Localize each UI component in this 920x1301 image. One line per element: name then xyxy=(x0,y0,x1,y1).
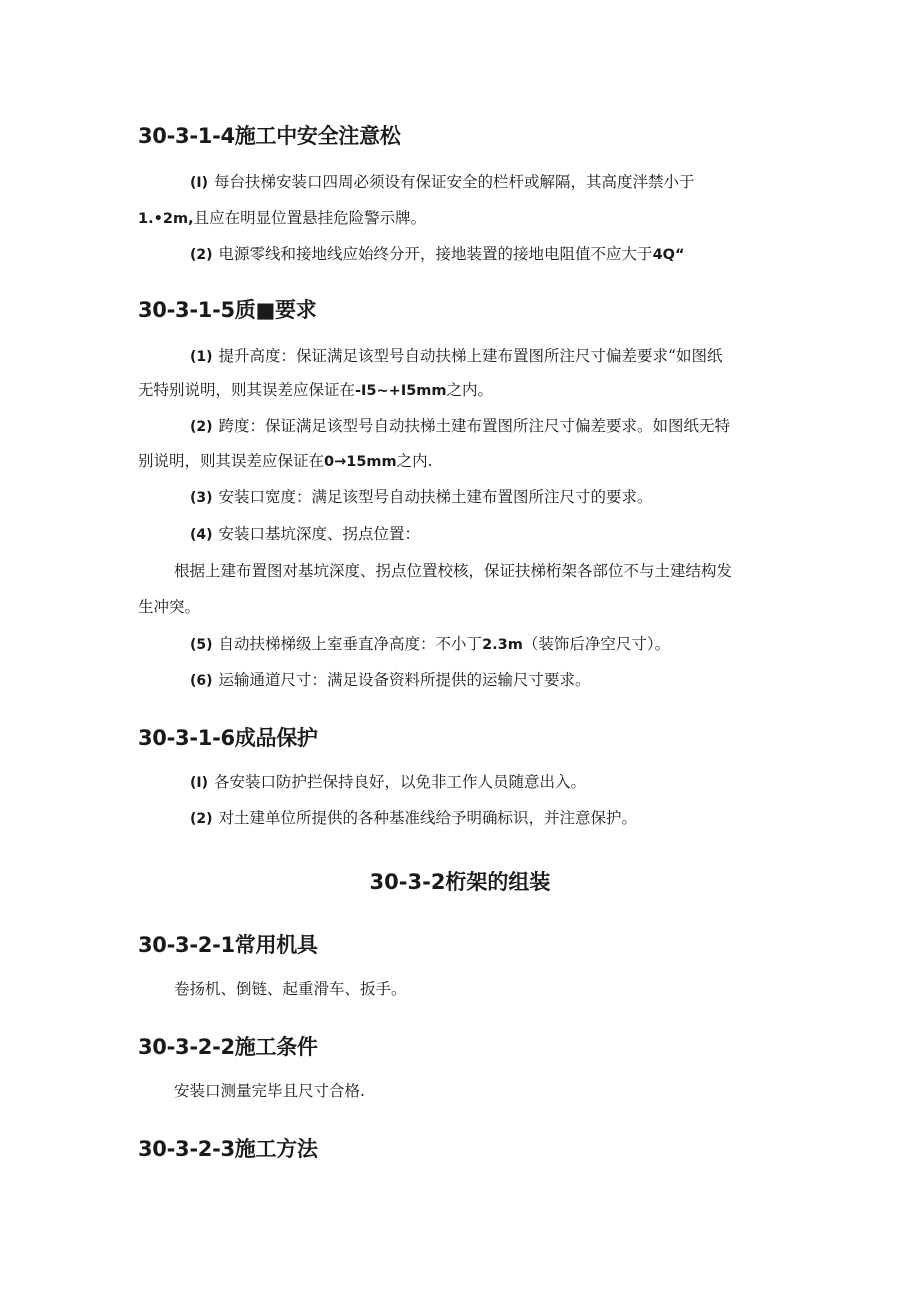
bold-value: 1.•2m, xyxy=(138,211,194,227)
item-number: (2) xyxy=(190,247,213,263)
paragraph-text: 每台扶梯安装口四周必须设有保证安全的栏杆或解隔，其高度泮禁小于 xyxy=(214,173,695,191)
paragraph-text: 无特别说明，则其误差应保证在 xyxy=(138,381,356,399)
section-heading-quality: 30-3-1-5质■要求 xyxy=(138,298,317,322)
paragraph-quality-6 xyxy=(190,629,850,660)
paragraph-text: 安装口宽度：满足该型号自动扶梯土建布置图所注尺寸的要求。 xyxy=(218,488,653,506)
paragraph-quality-5 xyxy=(174,556,834,586)
paragraph-quality-3 xyxy=(190,482,850,513)
section-heading-conditions: 30-3-2-2施工条件 xyxy=(138,1035,318,1059)
paragraph-protection-1 xyxy=(190,767,850,798)
paragraph-text: 且应在明显位置悬挂危险警示牌。 xyxy=(193,209,427,227)
bold-value: -I5~+I5mm xyxy=(355,383,447,399)
paragraph-text: 运输通道尺寸：满足设备资料所提供的运输尺寸要求。 xyxy=(218,671,591,689)
bold-value: 4Q“ xyxy=(652,247,685,263)
paragraph-quality-1 xyxy=(190,341,850,372)
item-number: (I) xyxy=(190,175,209,191)
item-number: (4) xyxy=(190,527,213,543)
section-heading-tools: 30-3-2-1常用机具 xyxy=(138,933,318,957)
paragraph-text: 跨度：保证满足该型号自动扶梯土建布置图所注尺寸偏差要求。如图纸无特 xyxy=(218,417,731,435)
paragraph-text: 生冲突。 xyxy=(138,598,201,616)
paragraph-conditions xyxy=(174,1076,834,1106)
section-heading-safety: 30-3-1-4施工中安全注意松 xyxy=(138,124,401,148)
paragraph-text: 提升高度：保证满足该型号自动扶梯上建布置图所注尺寸偏差要求“如图纸 xyxy=(218,347,723,365)
paragraph-tools xyxy=(174,974,834,1004)
paragraph-safety-1 xyxy=(190,167,850,198)
section-heading-protection: 30-3-1-6成品保护 xyxy=(138,726,318,750)
paragraph-text: 卷扬机、倒链、起重滑车、扳手。 xyxy=(174,980,407,998)
bold-value: 0→15mm xyxy=(324,454,397,470)
item-number: (I) xyxy=(190,775,209,791)
paragraph-text: 各安装口防护拦保持良好，以免非工作人员随意出入。 xyxy=(214,773,587,791)
bold-value: 2.3m xyxy=(482,637,523,653)
item-number: (3) xyxy=(190,490,213,506)
item-number: (2) xyxy=(190,419,213,435)
item-number: (2) xyxy=(190,811,213,827)
paragraph-safety-1-cont xyxy=(138,203,798,234)
paragraph-text: 之内。 xyxy=(446,381,494,399)
paragraph-text: （装饰后净空尺寸）。 xyxy=(522,635,671,653)
item-number: (5) xyxy=(190,637,213,653)
paragraph-text: 之内. xyxy=(396,452,433,470)
chapter-heading-truss-assembly: 30-3-2桁架的组装 xyxy=(369,870,551,894)
paragraph-text: 根据上建布置图对基坑深度、拐点位置校核，保证扶梯桁架各部位不与土建结构发 xyxy=(174,562,733,580)
paragraph-quality-5-cont xyxy=(138,592,798,622)
section-heading-method: 30-3-2-3施工方法 xyxy=(138,1137,318,1161)
paragraph-safety-2 xyxy=(190,239,850,270)
paragraph-text: 电源零线和接地线应始终分开，接地装置的接地电阻值不应大于 xyxy=(218,245,653,263)
paragraph-text: 自动扶梯梯级上室垂直净高度：不小丁 xyxy=(218,635,483,653)
paragraph-quality-2 xyxy=(190,411,850,442)
paragraph-quality-2-cont xyxy=(138,446,798,477)
paragraph-text: 别说明，则其误差应保证在 xyxy=(138,452,325,470)
paragraph-protection-2 xyxy=(190,803,850,834)
item-number: (1) xyxy=(190,349,213,365)
paragraph-quality-4 xyxy=(190,519,850,550)
paragraph-quality-7 xyxy=(190,665,850,696)
paragraph-quality-1-cont xyxy=(138,375,798,406)
item-number: (6) xyxy=(190,673,213,689)
paragraph-text: 对土建单位所提供的各种基准线给予明确标识，并注意保护。 xyxy=(218,809,638,827)
paragraph-text: 安装口测量完毕且尺寸合格. xyxy=(174,1082,365,1100)
paragraph-text: 安装口基坑深度、拐点位置： xyxy=(218,525,421,543)
